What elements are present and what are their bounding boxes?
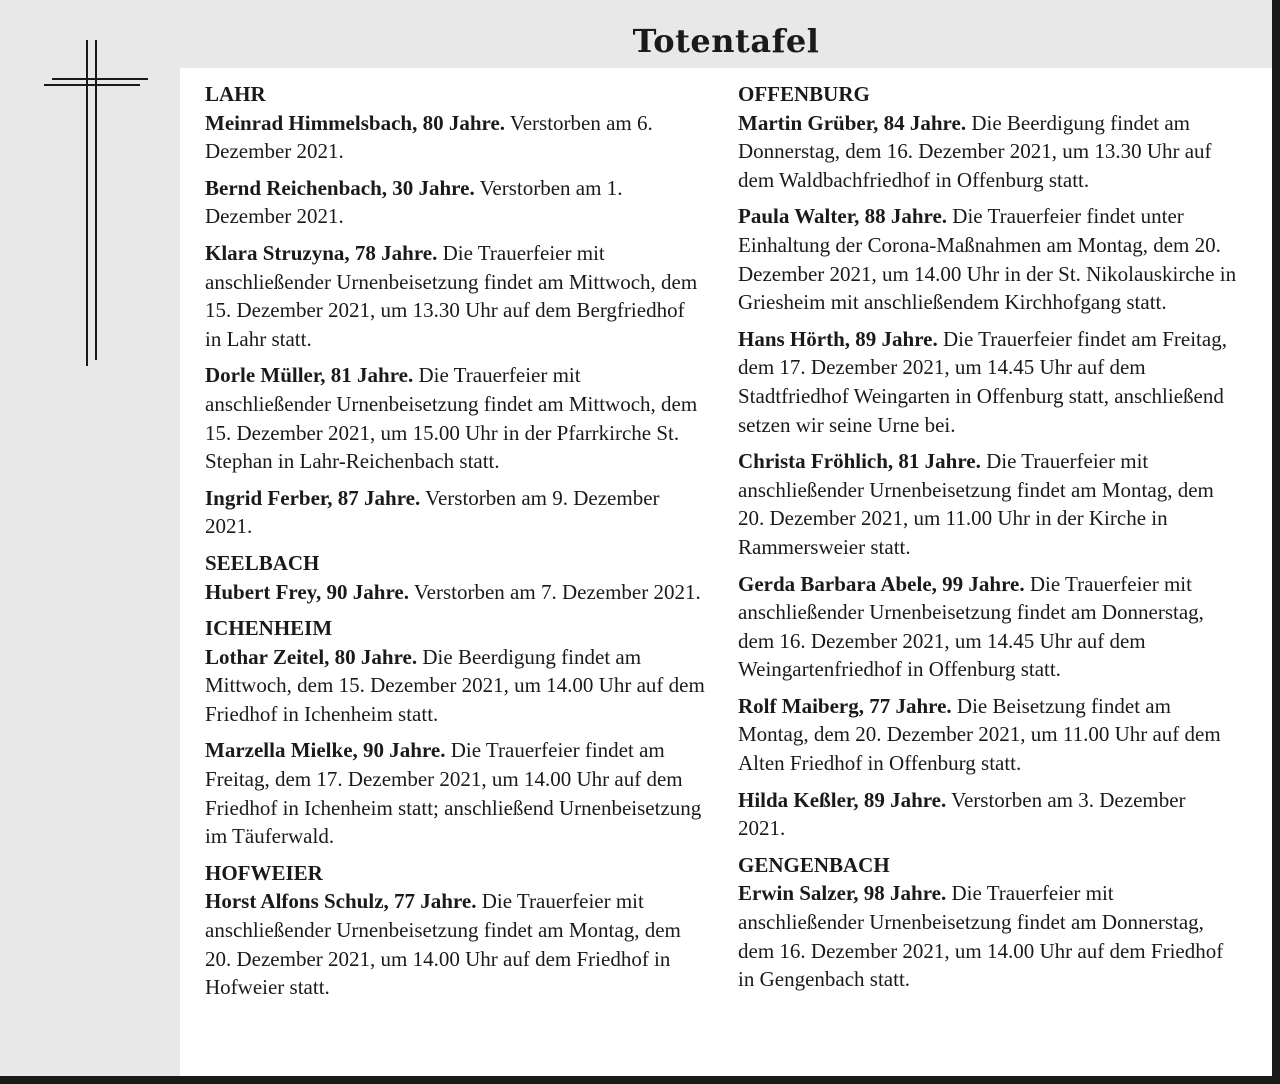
entry-name: Paula Walter, 88 Jahre. — [738, 204, 948, 229]
left-column — [205, 80, 705, 1010]
obituary-entry — [205, 887, 705, 1001]
right-column — [738, 80, 1238, 1002]
cross-icon — [40, 38, 150, 368]
obituary-entry — [205, 643, 705, 729]
obituary-entry — [738, 879, 1238, 993]
section-heading: GENGENBACH — [738, 852, 890, 877]
entry-text: Die Trauerfeier mit anschließender Urnenbeisetzung findet am Donnerstag, dem 16. Dezember 2021, um 14.00 Uhr auf dem Friedhof in Gengenbach statt. — [738, 881, 1224, 992]
entry-text: Die Trauerfeier mit anschließender Urnenbeisetzung findet am Mittwoch, dem 15. Dezember 2021, um 15.00 Uhr in der Pfarrkirche St. Stephan in Lahr-Reichenbach statt. — [205, 363, 698, 474]
obituary-entry — [205, 109, 705, 166]
entry-text: Die Trauerfeier mit anschließender Urnenbeisetzung findet am Montag, dem 20. Dezember 2021, um 14.00 Uhr auf dem Friedhof in Hofweier statt. — [205, 889, 681, 1000]
entry-text: Die Beisetzung findet am Montag, dem 20. Dezember 2021, um 11.00 Uhr auf dem Alten Friedhof in Offenburg statt. — [738, 693, 1221, 776]
obituary-entry — [738, 109, 1238, 195]
obituary-entry — [205, 484, 705, 541]
entry-text: Die Trauerfeier mit anschließender Urnenbeisetzung findet am Montag, dem 20. Dezember 2021, um 11.00 Uhr in der Kirche in Rammersweier statt. — [738, 449, 1214, 559]
entry-name: Meinrad Himmelsbach, 80 Jahre. — [205, 110, 506, 135]
obituary-panel — [180, 68, 1272, 1076]
entry-text: Verstorben am 1. Dezember 2021. — [205, 175, 623, 229]
obituary-entry — [738, 325, 1238, 439]
entry-name: Gerda Barbara Abele, 99 Jahre. — [738, 571, 1025, 596]
entry-name: Hans Hörth, 89 Jahre. — [738, 326, 938, 351]
entry-text: Die Trauerfeier mit anschließender Urnenbeisetzung findet am Mittwoch, dem 15. Dezember 2021, um 13.30 Uhr auf dem Bergfriedhof in Lahr statt. — [205, 240, 698, 351]
entry-text: Die Beerdigung findet am Mittwoch, dem 15. Dezember 2021, um 14.00 Uhr auf dem Friedhof in Ichenheim statt. — [205, 644, 705, 726]
entry-text: Verstorben am 6. Dezember 2021. — [205, 110, 653, 164]
obituary-entry — [738, 447, 1238, 561]
obituary-entry — [205, 578, 705, 607]
entry-name: Hilda Keßler, 89 Jahre. — [738, 787, 947, 812]
entry-name: Hubert Frey, 90 Jahre. — [205, 579, 409, 604]
entry-text: Die Trauerfeier findet am Freitag, dem 17. Dezember 2021, um 14.00 Uhr auf dem Friedhof in Ichenheim statt; anschließend Urnenbeisetzung im Täuferwald. — [205, 738, 702, 849]
entry-name: Rolf Maiberg, 77 Jahre. — [738, 693, 952, 718]
entry-name: Ingrid Ferber, 87 Jahre. — [205, 485, 421, 510]
obituary-entry — [738, 570, 1238, 684]
obituary-entry — [205, 736, 705, 850]
page-title: Totentafel — [632, 22, 820, 60]
entry-name: Martin Grüber, 84 Jahre. — [738, 110, 967, 135]
header-bar — [180, 14, 1272, 68]
section-heading: HOFWEIER — [205, 860, 323, 885]
entry-text: Die Trauerfeier findet am Freitag, dem 17. Dezember 2021, um 14.45 Uhr auf dem Stadtfriedhof Weingarten in Offenburg statt, anschließend setzen wir seine Urne bei. — [738, 326, 1227, 437]
entry-text: Die Trauerfeier mit anschließender Urnenbeisetzung findet am Donnerstag, dem 16. Dezember 2021, um 14.45 Uhr auf dem Weingartenfriedhof in Offenburg statt. — [738, 571, 1204, 682]
obituary-entry — [205, 239, 705, 353]
entry-text: Die Trauerfeier findet unter Einhaltung der Corona-Maßnahmen am Montag, dem 20. Dezember 2021, um 14.00 Uhr in der St. Nikolauskirche in Griesheim mit anschließendem Kirchhofgang statt. — [738, 204, 1237, 315]
section-heading: SEELBACH — [205, 550, 320, 575]
section-heading: ICHENHEIM — [205, 616, 333, 641]
entry-text: Die Beerdigung findet am Donnerstag, dem 16. Dezember 2021, um 13.30 Uhr auf dem Waldbachfriedhof in Offenburg statt. — [738, 110, 1212, 192]
entry-text: Verstorben am 7. Dezember 2021. — [413, 579, 701, 604]
entry-name: Klara Struzyna, 78 Jahre. — [205, 240, 438, 265]
entry-name: Marzella Mielke, 90 Jahre. — [205, 738, 446, 763]
entry-name: Bernd Reichenbach, 30 Jahre. — [205, 175, 475, 200]
entry-name: Horst Alfons Schulz, 77 Jahre. — [205, 889, 477, 914]
entry-text: Verstorben am 9. Dezember 2021. — [205, 485, 660, 539]
section-heading: OFFENBURG — [738, 82, 870, 106]
obituary-entry — [738, 202, 1238, 316]
section-heading: LAHR — [205, 82, 266, 106]
entry-name: Christa Fröhlich, 81 Jahre. — [738, 449, 981, 474]
entry-name: Lothar Zeitel, 80 Jahre. — [205, 644, 418, 669]
obituary-entry — [738, 786, 1238, 843]
entry-name: Erwin Salzer, 98 Jahre. — [738, 881, 947, 906]
obituary-entry — [205, 361, 705, 475]
entry-name: Dorle Müller, 81 Jahre. — [205, 363, 414, 388]
obituary-entry — [738, 692, 1238, 778]
entry-text: Verstorben am 3. Dezember 2021. — [738, 787, 1186, 841]
obituary-entry — [205, 174, 705, 231]
